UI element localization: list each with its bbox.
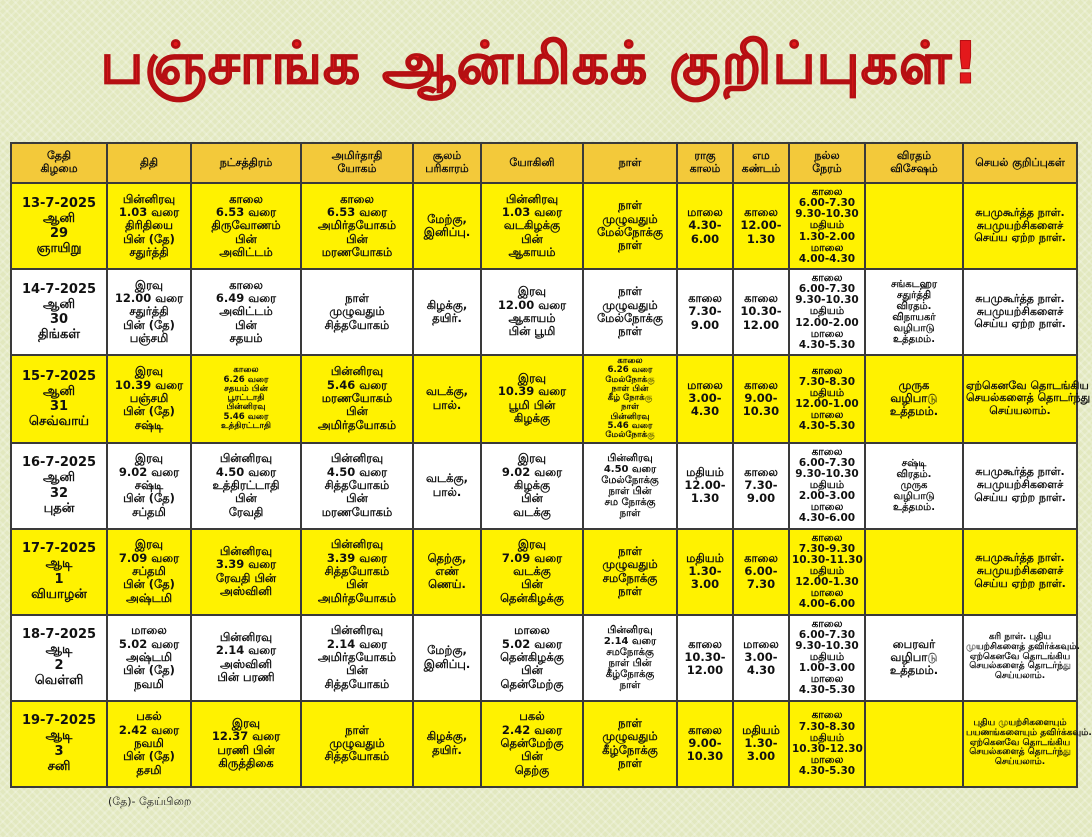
soolam-cell: மேற்கு, இனிப்பு. xyxy=(413,183,481,269)
seyal-cell: புதிய முயற்சிகளையும் பயணங்களையும் தவிர்க்கவும். ஏற்கெனவே தொடங்கிய செயல்களைத் தொடர்ந்து செய்யலாம். xyxy=(963,701,1077,787)
col-header-date: தேதி கிழமை xyxy=(11,143,107,183)
raagu-cell: காலை 10.30- 12.00 xyxy=(677,615,733,701)
header-row xyxy=(11,143,1077,183)
date-cell: 14-7-2025 ஆனி 30 திங்கள் xyxy=(11,269,107,355)
date-cell: 17-7-2025 ஆடி 1 வியாழன் xyxy=(11,529,107,615)
yogini-cell: பகல் 2.42 வரை தென்மேற்கு பின் தெற்கு xyxy=(481,701,583,787)
raagu-cell: மதியம் 1.30- 3.00 xyxy=(677,529,733,615)
nalla-cell: காலை 6.00-7.30 9.30-10.30 மதியம் 12.00-2.00 மாலை 4.30-5.30 xyxy=(789,269,865,355)
col-header-seyal: செயல் குறிப்புகள் xyxy=(963,143,1077,183)
footnote: (தே)- தேய்பிறை xyxy=(108,795,192,808)
yogam-cell: நாள் முழுவதும் சித்தயோகம் xyxy=(301,701,413,787)
col-header-yogini: யோகினி xyxy=(481,143,583,183)
natchathiram-cell: பின்னிரவு 3.39 வரை ரேவதி பின் அஸ்வினி xyxy=(191,529,301,615)
nalla-cell: காலை 7.30-9.30 10.30-11.30 மதியம் 12.00-1.30 மாலை 4.00-6.00 xyxy=(789,529,865,615)
nalla-cell: காலை 7.30-8.30 மதியம் 12.00-1.00 மாலை 4.30-5.30 xyxy=(789,355,865,443)
nalla-cell: காலை 6.00-7.30 9.30-10.30 மதியம் 1.00-3.00 மாலை 4.30-5.30 xyxy=(789,615,865,701)
ema-cell: காலை 12.00- 1.30 xyxy=(733,183,789,269)
nalla-cell: காலை 7.30-8.30 மதியம் 10.30-12.30 மாலை 4.30-5.30 xyxy=(789,701,865,787)
panchangam-table xyxy=(10,142,1092,788)
natchathiram-cell: இரவு 12.37 வரை பரணி பின் கிருத்திகை xyxy=(191,701,301,787)
date-cell: 18-7-2025 ஆடி 2 வெள்ளி xyxy=(11,615,107,701)
col-header-yogam: அமிர்தாதி யோகம் xyxy=(301,143,413,183)
raagu-cell: காலை 9.00- 10.30 xyxy=(677,701,733,787)
date-cell: 15-7-2025 ஆனி 31 செவ்வாய் xyxy=(11,355,107,443)
yogam-cell: காலை 6.53 வரை அமிர்தயோகம் பின் மரணயோகம் xyxy=(301,183,413,269)
thithi-cell: மாலை 5.02 வரை அஷ்டமி பின் (தே) நவமி xyxy=(107,615,191,701)
yogam-cell: பின்னிரவு 5.46 வரை மரணயோகம் பின் அமிர்தயோகம் xyxy=(301,355,413,443)
thithi-cell: இரவு 12.00 வரை சதுர்த்தி பின் (தே) பஞ்சமி xyxy=(107,269,191,355)
soolam-cell: கிழக்கு, தயிர். xyxy=(413,701,481,787)
col-header-viratham: விரதம் விசேஷம் xyxy=(865,143,963,183)
naal-cell: நாள் முழுவதும் சமநோக்கு நாள் xyxy=(583,529,677,615)
table-row xyxy=(11,269,1077,355)
col-header-raagu: ராகு காலம் xyxy=(677,143,733,183)
viratham-cell xyxy=(865,183,963,269)
naal-cell: காலை 6.26 வரை மேல்நோக்கு நாள் பின் கீழ் நோக்கு நாள் பின்னிரவு 5.46 வரை மேல்நோக்கு xyxy=(583,355,677,443)
raagu-cell: காலை 7.30- 9.00 xyxy=(677,269,733,355)
date-cell: 19-7-2025 ஆடி 3 சனி xyxy=(11,701,107,787)
soolam-cell: கிழக்கு, தயிர். xyxy=(413,269,481,355)
naal-cell: பின்னிரவு 2.14 வரை சமநோக்கு நாள் பின் கீழ்நோக்கு நாள் xyxy=(583,615,677,701)
nalla-cell: காலை 6.00-7.30 9.30-10.30 மதியம் 1.30-2.00 மாலை 4.00-4.30 xyxy=(789,183,865,269)
date-cell: 13-7-2025 ஆனி 29 ஞாயிறு xyxy=(11,183,107,269)
soolam-cell: வடக்கு, பால். xyxy=(413,355,481,443)
viratham-cell: முருக வழிபாடு உத்தமம். xyxy=(865,355,963,443)
seyal-cell: சுபமுகூர்த்த நாள். சுபமுயற்சிகளைச் செய்ய ஏற்ற நாள். xyxy=(963,183,1077,269)
ema-cell: மதியம் 1.30- 3.00 xyxy=(733,701,789,787)
natchathiram-cell: காலை 6.49 வரை அவிட்டம் பின் சதயம் xyxy=(191,269,301,355)
viratham-cell: பைரவர் வழிபாடு உத்தமம். xyxy=(865,615,963,701)
seyal-cell: சுபமுகூர்த்த நாள். சுபமுயற்சிகளைச் செய்ய ஏற்ற நாள். xyxy=(963,443,1077,529)
thithi-cell: இரவு 9.02 வரை சஷ்டி பின் (தே) சப்தமி xyxy=(107,443,191,529)
ema-cell: காலை 7.30- 9.00 xyxy=(733,443,789,529)
ema-cell: காலை 10.30- 12.00 xyxy=(733,269,789,355)
thithi-cell: பின்னிரவு 1.03 வரை திரிதியை பின் (தே) சதுர்த்தி xyxy=(107,183,191,269)
yogini-cell: இரவு 10.39 வரை பூமி பின் கிழக்கு xyxy=(481,355,583,443)
natchathiram-cell: பின்னிரவு 2.14 வரை அஸ்வினி பின் பரணி xyxy=(191,615,301,701)
ema-cell: காலை 9.00- 10.30 xyxy=(733,355,789,443)
thithi-cell: இரவு 7.09 வரை சப்தமி பின் (தே) அஷ்டமி xyxy=(107,529,191,615)
naal-cell: நாள் முழுவதும் மேல்நோக்கு நாள் xyxy=(583,269,677,355)
date-cell: 16-7-2025 ஆனி 32 புதன் xyxy=(11,443,107,529)
viratham-cell: சஷ்டி விரதம். முருக வழிபாடு உத்தமம். xyxy=(865,443,963,529)
yogini-cell: மாலை 5.02 வரை தென்கிழக்கு பின் தென்மேற்கு xyxy=(481,615,583,701)
ema-cell: காலை 6.00- 7.30 xyxy=(733,529,789,615)
table-row xyxy=(11,529,1077,615)
yogam-cell: பின்னிரவு 4.50 வரை சித்தயோகம் பின் மரணயோகம் xyxy=(301,443,413,529)
table-row xyxy=(11,355,1077,443)
table-row xyxy=(11,615,1077,701)
col-header-natchathiram: நட்சத்திரம் xyxy=(191,143,301,183)
soolam-cell: தெற்கு, எண் ணெய். xyxy=(413,529,481,615)
raagu-cell: மாலை 3.00- 4.30 xyxy=(677,355,733,443)
col-header-ema: எம கண்டம் xyxy=(733,143,789,183)
nalla-cell: காலை 6.00-7.30 9.30-10.30 மதியம் 2.00-3.00 மாலை 4.30-6.00 xyxy=(789,443,865,529)
yogini-cell: பின்னிரவு 1.03 வரை வடகிழக்கு பின் ஆகாயம் xyxy=(481,183,583,269)
yogini-cell: இரவு 9.02 வரை கிழக்கு பின் வடக்கு xyxy=(481,443,583,529)
naal-cell: நாள் முழுவதும் மேல்நோக்கு நாள் xyxy=(583,183,677,269)
col-header-naal: நாள் xyxy=(583,143,677,183)
ema-cell: மாலை 3.00- 4.30 xyxy=(733,615,789,701)
natchathiram-cell: காலை 6.53 வரை திருவோணம் பின் அவிட்டம் xyxy=(191,183,301,269)
yogini-cell: இரவு 7.09 வரை வடக்கு பின் தென்கிழக்கு xyxy=(481,529,583,615)
natchathiram-cell: காலை 6.26 வரை சதயம் பின் பூரட்டாதி பின்னிரவு 5.46 வரை உத்திரட்டாதி xyxy=(191,355,301,443)
soolam-cell: மேற்கு, இனிப்பு. xyxy=(413,615,481,701)
seyal-cell: ஏற்கெனவே தொடங்கிய செயல்களைத் தொடர்ந்து செய்யலாம். xyxy=(963,355,1077,443)
naal-cell: நாள் முழுவதும் கீழ்நோக்கு நாள் xyxy=(583,701,677,787)
table-row xyxy=(11,701,1077,787)
naal-cell: பின்னிரவு 4.50 வரை மேல்நோக்கு நாள் பின் சம நோக்கு நாள் xyxy=(583,443,677,529)
col-header-nalla: நல்ல நேரம் xyxy=(789,143,865,183)
raagu-cell: மதியம் 12.00- 1.30 xyxy=(677,443,733,529)
yogam-cell: பின்னிரவு 3.39 வரை சித்தயோகம் பின் அமிர்தயோகம் xyxy=(301,529,413,615)
seyal-cell: கரி நாள். புதிய முயற்சிகளைத் தவிர்க்கவும். ஏற்கெனவே தொடங்கிய செயல்களைத் தொடர்ந்து செய்யலாம். xyxy=(963,615,1077,701)
thithi-cell: பகல் 2.42 வரை நவமி பின் (தே) தசமி xyxy=(107,701,191,787)
yogini-cell: இரவு 12.00 வரை ஆகாயம் பின் பூமி xyxy=(481,269,583,355)
raagu-cell: மாலை 4.30- 6.00 xyxy=(677,183,733,269)
col-header-thithi: திதி xyxy=(107,143,191,183)
natchathiram-cell: பின்னிரவு 4.50 வரை உத்திரட்டாதி பின் ரேவதி xyxy=(191,443,301,529)
seyal-cell: சுபமுகூர்த்த நாள். சுபமுயற்சிகளைச் செய்ய ஏற்ற நாள். xyxy=(963,529,1077,615)
yogam-cell: நாள் முழுவதும் சித்தயோகம் xyxy=(301,269,413,355)
viratham-cell xyxy=(865,529,963,615)
soolam-cell: வடக்கு, பால். xyxy=(413,443,481,529)
viratham-cell xyxy=(865,701,963,787)
table-row xyxy=(11,183,1077,269)
col-header-soolam: சூலம் பரிகாரம் xyxy=(413,143,481,183)
page-title: பஞ்சாங்க ஆன்மிகக் குறிப்புகள்! xyxy=(100,29,980,97)
yogam-cell: பின்னிரவு 2.14 வரை அமிர்தயோகம் பின் சித்தயோகம் xyxy=(301,615,413,701)
viratham-cell: சங்கடஹர சதுர்த்தி விரதம். விநாயகர் வழிபாடு உத்தமம். xyxy=(865,269,963,355)
table-row xyxy=(11,443,1077,529)
seyal-cell: சுபமுகூர்த்த நாள். சுபமுயற்சிகளைச் செய்ய ஏற்ற நாள். xyxy=(963,269,1077,355)
thithi-cell: இரவு 10.39 வரை பஞ்சமி பின் (தே) சஷ்டி xyxy=(107,355,191,443)
